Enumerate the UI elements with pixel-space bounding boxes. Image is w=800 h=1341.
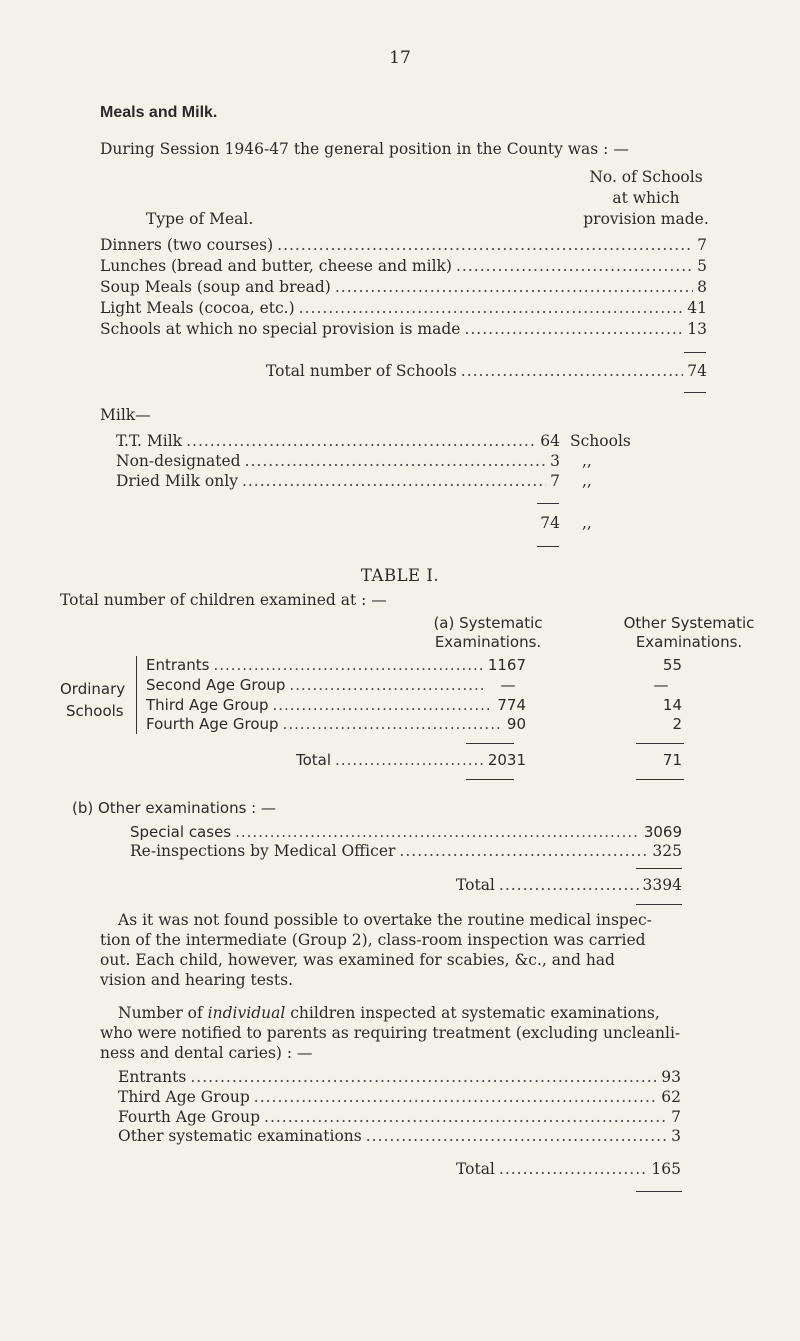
paragraph-line: tion of the intermediate (Group 2), class-room inspection was carried	[100, 931, 646, 949]
table-row	[146, 715, 526, 733]
other-exam-total-label: Total	[456, 876, 495, 894]
meal-row	[100, 278, 707, 296]
meal-label: Lunches (bread and butter, cheese and milk)	[100, 257, 452, 275]
milk-unit: Schools	[570, 432, 631, 450]
row-a-value: 1167	[487, 656, 526, 674]
meal-total-label: Total number of Schools	[266, 362, 457, 380]
milk-row	[116, 472, 560, 490]
treatment-value: 7	[671, 1108, 681, 1126]
meal-row	[100, 320, 707, 338]
paragraph-italic-text: individual	[207, 1004, 286, 1022]
treatment-value: 93	[661, 1068, 681, 1086]
milk-label: T.T. Milk	[116, 432, 183, 450]
col-schools-line2: at which	[612, 189, 680, 207]
other-exam-row	[130, 842, 682, 860]
other-exam-total-value: 3394	[642, 876, 682, 894]
table-row	[146, 676, 526, 694]
meal-row	[100, 257, 707, 275]
row-b-value: 55	[662, 656, 682, 674]
col-b-line2: Examinations.	[635, 633, 743, 651]
rule	[684, 392, 706, 393]
treatment-total-row	[456, 1160, 681, 1178]
paragraph-line	[118, 1004, 660, 1022]
row-label: Entrants	[146, 656, 210, 674]
treatment-row	[118, 1127, 681, 1145]
meal-label: Soup Meals (soup and bread)	[100, 278, 331, 296]
table-row	[146, 696, 526, 714]
paragraph-line: who were notified to parents as requiring treatment (excluding uncleanli-	[100, 1024, 681, 1042]
col-type-of-meal: Type of Meal.	[146, 210, 254, 228]
meal-value: 41	[687, 299, 707, 317]
treatment-value: 62	[661, 1088, 681, 1106]
meal-label: Schools at which no special provision is made	[100, 320, 461, 338]
group-brace	[136, 656, 137, 734]
milk-row	[116, 452, 560, 470]
rule	[636, 1191, 682, 1192]
table-total-b: 71	[662, 751, 682, 769]
rule	[636, 904, 682, 905]
meal-label: Dinners (two courses)	[100, 236, 274, 254]
meal-value: 8	[697, 278, 707, 296]
row-b-value: —	[653, 676, 669, 694]
treatment-row	[118, 1088, 681, 1106]
treatment-total-value: 165	[651, 1160, 681, 1178]
treatment-total-label: Total	[456, 1160, 495, 1178]
paragraph-text: children inspected at systematic examinations,	[285, 1004, 660, 1022]
row-label: Fourth Age Group	[146, 715, 279, 733]
meal-value: 5	[697, 257, 707, 275]
milk-value: 3	[550, 452, 560, 470]
paragraph-line: vision and hearing tests.	[100, 971, 294, 989]
meal-label: Light Meals (cocoa, etc.)	[100, 299, 295, 317]
milk-unit: ,,	[582, 452, 592, 470]
group-label-schools: Schools	[66, 702, 124, 720]
milk-total-unit: ,,	[582, 514, 592, 532]
col-schools-line3: provision made.	[583, 210, 709, 228]
page-number: 17	[389, 48, 411, 68]
milk-value: 64	[540, 432, 560, 450]
paragraph-line: out. Each child, however, was examined for scabies, &c., and had	[100, 951, 615, 969]
milk-label: Dried Milk only	[116, 472, 238, 490]
intro-text: During Session 1946-47 the general position in the County was : —	[100, 140, 629, 158]
row-b-value: 14	[662, 696, 682, 714]
rule	[466, 743, 514, 744]
col-a-line2: Examinations.	[434, 633, 542, 651]
table-row	[146, 656, 526, 674]
milk-unit: ,,	[582, 472, 592, 490]
other-exams-title: (b) Other examinations : —	[72, 799, 277, 817]
rule	[636, 868, 682, 869]
milk-total-value: 74	[540, 514, 560, 532]
rule	[537, 503, 559, 504]
other-exam-row	[130, 823, 682, 841]
meal-value: 13	[687, 320, 707, 338]
treatment-value: 3	[671, 1127, 681, 1145]
milk-label: Non-designated	[116, 452, 241, 470]
section-heading: Meals and Milk.	[100, 104, 218, 121]
other-exam-value: 325	[652, 842, 682, 860]
treatment-label: Other systematic examinations	[118, 1127, 362, 1145]
meal-row	[100, 299, 707, 317]
row-a-value: —	[500, 676, 516, 694]
row-label: Third Age Group	[146, 696, 269, 714]
rule	[537, 546, 559, 547]
row-a-value: 90	[506, 715, 526, 733]
meal-total-value: 74	[687, 362, 707, 380]
rule	[684, 352, 706, 353]
row-a-value: 774	[497, 696, 526, 714]
rule	[466, 779, 514, 780]
milk-row	[116, 432, 560, 450]
row-label: Second Age Group	[146, 676, 286, 694]
group-label-ordinary: Ordinary	[60, 680, 126, 698]
treatment-row	[118, 1108, 681, 1126]
other-exam-label: Re-inspections by Medical Officer	[130, 842, 396, 860]
col-schools-line1: No. of Schools	[589, 168, 703, 186]
paragraph-text: Number of	[118, 1004, 208, 1022]
table-total-a: 2031	[487, 751, 526, 769]
table-total-label: Total	[296, 751, 332, 769]
other-exam-label: Special cases	[130, 823, 232, 841]
treatment-row	[118, 1068, 681, 1086]
rule	[636, 779, 684, 780]
treatment-label: Fourth Age Group	[118, 1108, 261, 1126]
row-b-value: 2	[672, 715, 682, 733]
other-exam-total-row	[456, 876, 682, 894]
meal-row	[100, 236, 707, 254]
col-a-line1: (a) Systematic	[433, 614, 543, 632]
treatment-label: Entrants	[118, 1068, 187, 1086]
rule	[636, 743, 684, 744]
table-subtitle: Total number of children examined at : —	[60, 591, 387, 609]
table-total-row	[296, 751, 526, 769]
col-b-line1: Other Systematic	[623, 614, 755, 632]
treatment-label: Third Age Group	[118, 1088, 250, 1106]
table-title: TABLE I.	[360, 566, 440, 585]
paragraph-line: ness and dental caries) : —	[100, 1044, 313, 1062]
milk-title: Milk—	[100, 406, 151, 424]
meal-total-row	[266, 362, 707, 380]
meal-value: 7	[697, 236, 707, 254]
other-exam-value: 3069	[643, 823, 682, 841]
paragraph-line: As it was not found possible to overtake the routine medical inspec-	[118, 911, 652, 929]
milk-value: 7	[550, 472, 560, 490]
